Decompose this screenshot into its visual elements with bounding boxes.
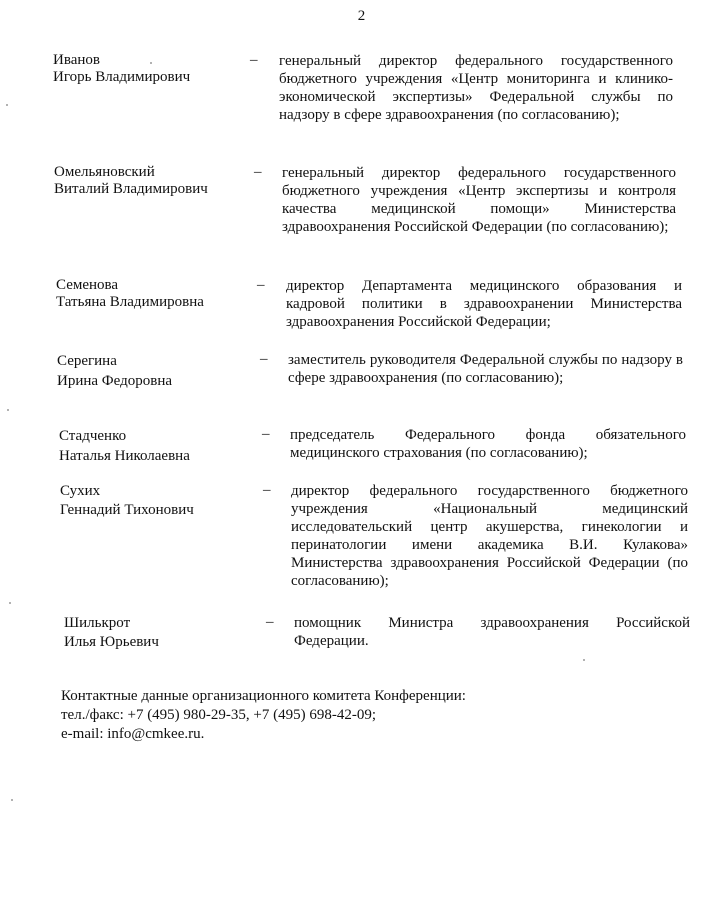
member-first-names: Татьяна Владимировна (56, 294, 204, 310)
member-first-names: Игорь Владимирович (53, 69, 191, 85)
scan-speck (11, 799, 13, 801)
member-name (64, 614, 159, 652)
member-description: председатель Федерального фонда обязательного медицинского страхования (по согласованию); (290, 427, 686, 461)
member-first-names: Ирина Федоровна (57, 373, 173, 389)
dash-separator: – (266, 614, 274, 630)
contacts-phone: тел./факс: +7 (495) 980-29-35, +7 (495) 698-42-09; (61, 707, 377, 723)
member-last-name: Семенова (56, 277, 119, 293)
dash-separator: – (260, 351, 268, 367)
member-last-name: Шилькрот (64, 615, 131, 631)
member-name (60, 482, 194, 520)
member-name (57, 351, 172, 391)
page-number: 2 (357, 8, 366, 24)
member-name (54, 164, 208, 198)
scan-speck (583, 659, 585, 661)
member-description: директор федерального государственного бюджетного учреждения «Национальный медицинский исследовательский центр акушерства, гинекологии и перинатологии имени академика В.И. Кулакова» Министерства здравоохранения Российской Федерации (по согласованию); (291, 483, 688, 589)
dash-separator: – (262, 426, 270, 442)
scan-speck (7, 409, 9, 411)
member-name (56, 277, 204, 311)
member-description: директор Департамента медицинского образования и кадровой политики в здравоохранении Министерства здравоохранения Российской Федерации; (286, 278, 682, 330)
dash-separator: – (257, 277, 265, 293)
member-last-name: Серегина (57, 353, 117, 369)
member-first-names: Наталья Николаевна (59, 448, 190, 464)
contacts-email: e-mail: info@cmkee.ru. (61, 726, 205, 742)
scan-speck (6, 104, 8, 106)
member-description: генеральный директор федерального государственного бюджетного учреждения «Центр мониторинга и клинико-экономической экспертизы» Федеральной службы по надзору в сфере здравоохранения (по согласованию); (279, 53, 673, 123)
member-last-name: Стадченко (59, 428, 127, 444)
member-first-names: Виталий Владимирович (54, 181, 208, 197)
member-first-names: Илья Юрьевич (64, 634, 159, 650)
contacts-block (61, 687, 466, 744)
member-name (59, 426, 190, 466)
member-last-name: Иванов (53, 52, 100, 68)
member-last-name: Омельяновский (54, 164, 155, 180)
member-name (53, 52, 190, 86)
member-description: заместитель руководителя Федеральной службы по надзору в сфере здравоохранения (по согласованию); (288, 352, 683, 386)
member-last-name: Сухих (60, 483, 101, 499)
dash-separator: – (250, 52, 258, 68)
scan-speck (9, 602, 11, 604)
scan-speck (150, 62, 152, 64)
dash-separator: – (254, 164, 262, 180)
member-first-names: Геннадий Тихонович (60, 502, 194, 518)
contacts-heading: Контактные данные организационного комитета Конференции: (61, 688, 466, 704)
member-description: генеральный директор федерального государственного бюджетного учреждения «Центр экспертизы и контроля качества медицинской помощи» Министерства здравоохранения Российской Федерации (по согласованию); (282, 165, 676, 235)
dash-separator: – (263, 482, 271, 498)
member-description: помощник Министра здравоохранения Российской Федерации. (294, 615, 690, 649)
